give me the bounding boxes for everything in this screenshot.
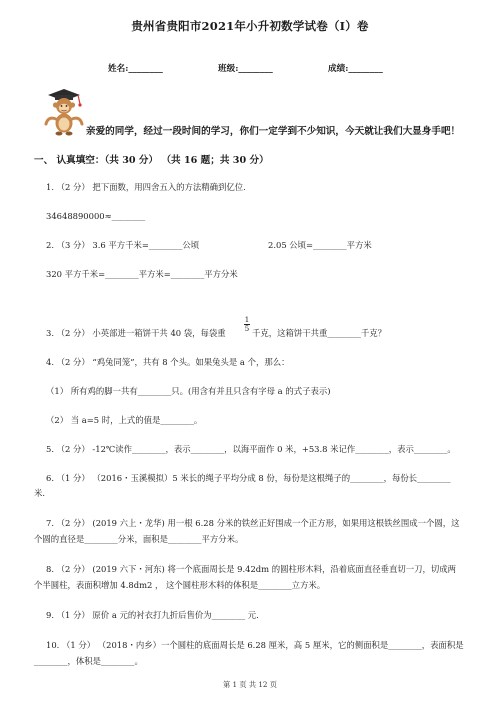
fraction-denominator: 5 bbox=[244, 325, 250, 333]
question-line: 2. （3 分） 3.6 平方千米=________公顷 bbox=[46, 240, 200, 250]
question-line: 3. （2 分） 小英部进一箱饼干共 40 袋，每袋重 bbox=[46, 328, 226, 338]
mascot-icon bbox=[40, 86, 88, 138]
question-line: 个半圆柱，表面积增加 4.8dm2 ， 这个圆柱形木料的体积是________立方米。 bbox=[34, 580, 326, 590]
name-field-label: 姓名:________ bbox=[108, 64, 163, 74]
question-line: 千克，这箱饼干共重________千克？ bbox=[252, 328, 386, 338]
question-line: 4. （2 分） “鸡兔同笼”，共有 8 个头。如果兔头是 a 个，那么： bbox=[46, 357, 290, 367]
question-line: 1. （2 分） 把下面数，用四舍五入的方法精确到亿位. bbox=[46, 182, 246, 192]
question-line: 7. （2 分） (2019 六上・龙华) 用一根 6.28 分米的铁丝正好围成一个正方形，如果用这根铁丝围成一个圆，这 bbox=[46, 518, 460, 528]
question-line: （1） 所有鸡的脚一共有________只。(用含有并且只含有字母 a 的式子表示) bbox=[46, 386, 331, 396]
question-line: 320 平方千米=________平方米=________平方分米 bbox=[46, 269, 238, 279]
question-line: 6. （1 分） （2016・玉溪模拟）5 米长的绳子平均分成 8 份，每份是这根绳子的________，每份长________ bbox=[46, 473, 451, 483]
section-heading: 一、 认真填空：（共 30 分） （共 16 题；共 30 分） bbox=[34, 155, 269, 166]
question-line: 5. （2 分） -12℃读作________，表示________，以海平面作 0 米，+53.8 米记作________，表示________。 bbox=[46, 444, 456, 454]
question-line: 10. （1 分） （2018・内乡）一个圆柱的底面周长是 6.28 厘米，高 5 厘米，它的侧面积是________，表面积是 bbox=[46, 640, 464, 650]
question-line: （2） 当 a=5 时，上式的值是________。 bbox=[46, 415, 203, 425]
question-line: 2.05 公顷=________平方米 bbox=[268, 240, 372, 250]
class-field-label: 班级:________ bbox=[218, 64, 273, 74]
fraction-numerator: 1 bbox=[244, 316, 250, 324]
question-line: 34648890000≈________ bbox=[46, 211, 146, 221]
score-field-label: 成绩:________ bbox=[328, 64, 383, 74]
page-footer: 第 1 页 共 12 页 bbox=[223, 680, 277, 689]
question-line: ________，体积是________。 bbox=[34, 656, 143, 666]
page-title: 贵州省贵阳市2021年小升初数学试卷（I）卷 bbox=[131, 19, 369, 33]
question-line: 8. （2 分） (2019 六下・河东) 将一个底面周长是 9.42dm 的圆柱形木料，沿着底面直径垂直切一刀，切成两 bbox=[46, 564, 456, 574]
question-line: 9. （1 分） 原价 a 元的衬衣打九折后售价为________ 元. bbox=[46, 610, 259, 620]
greeting-text: 亲爱的同学，经过一段时间的学习，你们一定学到不少知识，今天就让我们大显身手吧！ bbox=[86, 126, 461, 137]
question-line: 米. bbox=[34, 488, 46, 498]
question-line: 个圆的直径是________分米，面积是________平方分米。 bbox=[34, 534, 244, 544]
fraction-one-fifth bbox=[243, 316, 251, 333]
